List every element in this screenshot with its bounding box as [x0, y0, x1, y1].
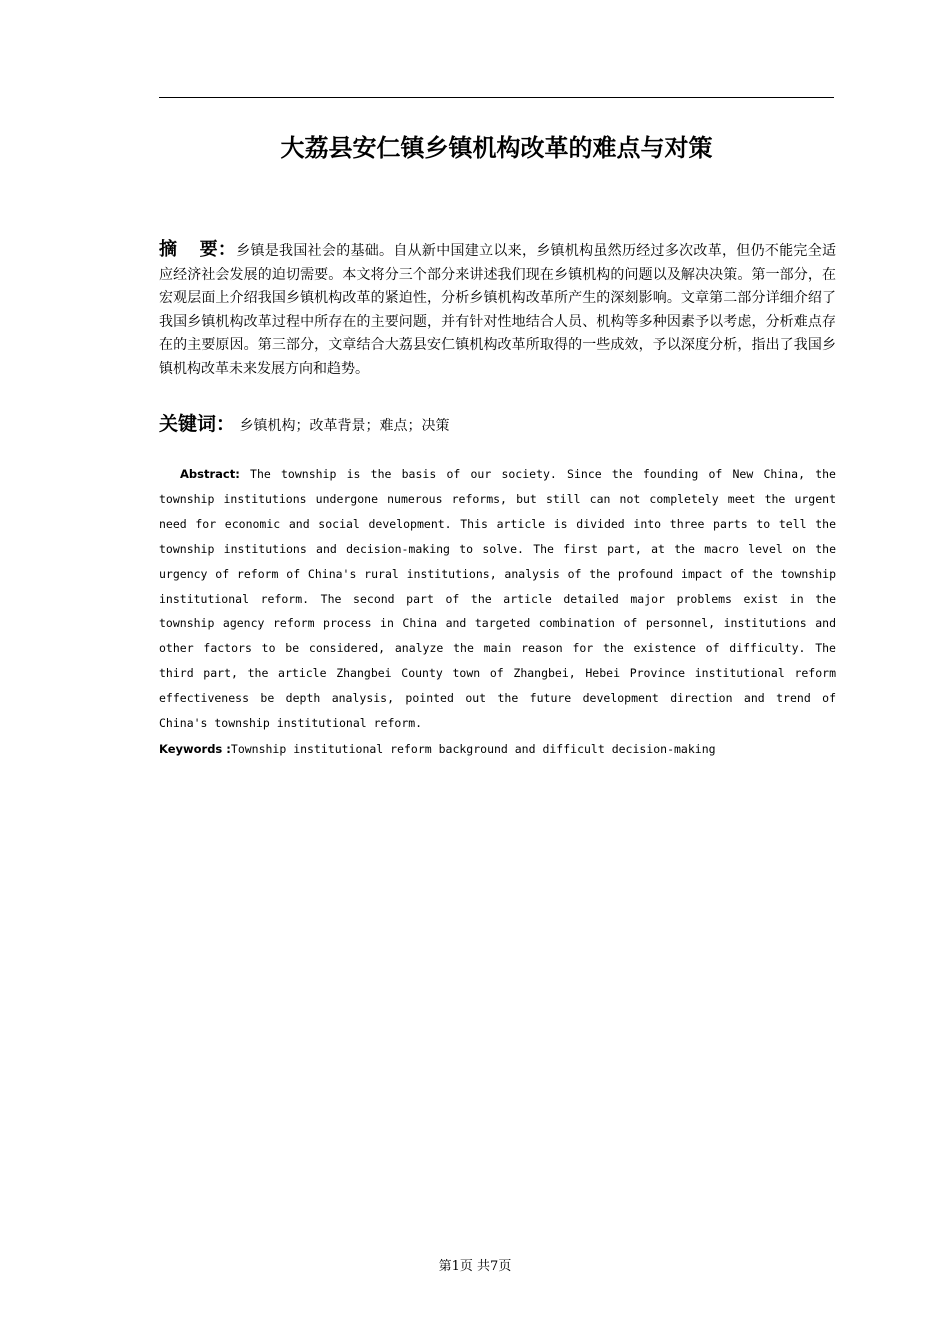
chinese-keywords-label: 关键词：: [159, 413, 236, 435]
english-keywords-text: Township institutional reform background and difficult decision-making: [230, 742, 716, 756]
chinese-keywords-text: 乡镇机构；改革背景；难点；决策: [239, 418, 450, 434]
document-title: 大荔县安仁镇乡镇机构改革的难点与对策: [280, 133, 713, 162]
english-abstract: [159, 462, 836, 736]
page-number-footer: 第1页 共7页: [438, 1259, 512, 1274]
english-keywords: [159, 737, 836, 761]
header-rule: [159, 97, 834, 98]
chinese-keywords: [159, 410, 836, 440]
english-abstract-text: The township is the basis of our society. Since the founding of New China, the township institutions undergone numerous reforms, but still can not completely meet the urgent need for economic and social development. This article is divided into three parts to tell the township institutions and decision-making to solve. The first part, at the macro level on the urgency of reform of China's rural institutions, analysis of the profound impact of the township institutional reform. The second part of the article detailed major problems exist in the township agency reform process in China and targeted combination of personnel, institutions and other factors to be considered, analyze the main reason for the existence of difficulty. The third part, the article Zhangbei County town of Zhangbei, Hebei Province institutional reform effectiveness be depth analysis, pointed out the future development direction and trend of China's township institutional reform.: [159, 467, 836, 731]
chinese-abstract-label: [159, 239, 236, 260]
chinese-abstract-text: 乡镇是我国社会的基础。自从新中国建立以来，乡镇机构虽然历经过多次改革，但仍不能完全适应经济社会发展的迫切需要。本文将分三个部分来讲述我们现在乡镇机构的问题以及解决决策。第一部分，在宏观层面上介绍我国乡镇机构改革的紧迫性，分析乡镇机构改革所产生的深刻影响。文章第二部分详细介绍了我国乡镇机构改革过程中所存在的主要问题，并有针对性地结合人员、机构等多种因素予以考虑，分析难点存在的主要原因。第三部分，文章结合大荔县安仁镇机构改革所取得的一些成效，予以深度分析，指出了我国乡镇机构改革未来发展方向和趋势。: [159, 243, 837, 377]
english-abstract-label: Abstract:: [180, 467, 240, 481]
english-keywords-label: Keywords :: [159, 742, 231, 756]
abstract-label-char1: 摘: [159, 239, 178, 260]
abstract-label-char2: 要：: [199, 239, 237, 260]
chinese-abstract: [159, 238, 836, 381]
